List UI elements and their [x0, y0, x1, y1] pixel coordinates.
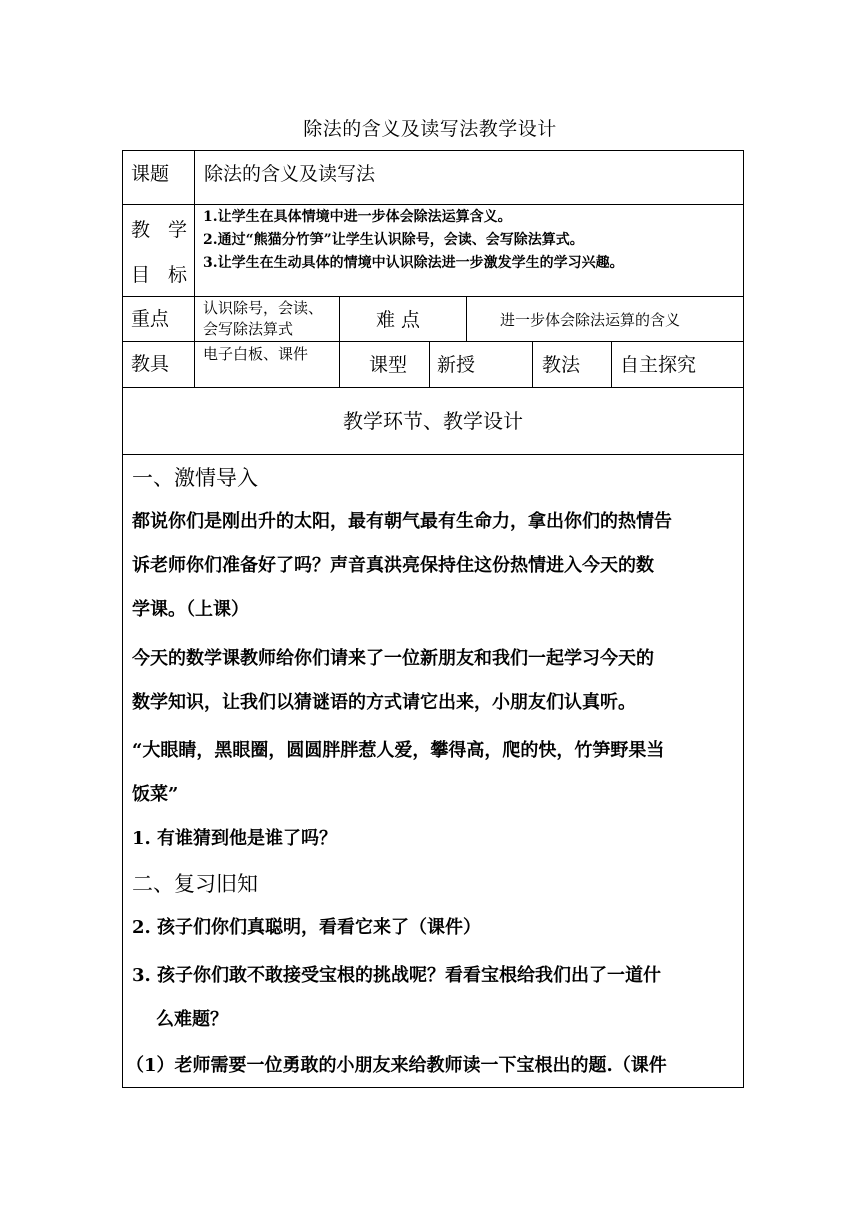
paragraph-line: 数学知识，让我们以猜谜语的方式请它出来，小朋友们认真听。: [132, 692, 636, 713]
lesson-type-label: 课型: [369, 354, 408, 376]
tools-label: 教具: [131, 353, 170, 375]
column-divider: [611, 341, 612, 387]
goal-item: 2.通过“熊猫分竹笋”让学生认识除号，会读、会写除法算式。: [203, 232, 584, 248]
section-header: 教学环节、教学设计: [343, 409, 523, 433]
difficulty-label: 难 点: [376, 309, 421, 331]
paragraph-line: 学课。（上课）: [132, 599, 249, 620]
lesson-type-value: 新授: [437, 354, 476, 376]
key-point-line1: 认识除号，会读、: [203, 299, 324, 317]
paragraph-line: 今天的数学课教师给你们请来了一位新朋友和我们一起学习今天的: [132, 648, 654, 669]
topic-label: 课题: [131, 163, 170, 185]
column-divider: [532, 341, 533, 387]
row-divider: [122, 204, 744, 205]
heading-review: 二、复习旧知: [132, 872, 258, 896]
paragraph-line: 诉老师你们准备好了吗？声音真洪亮保持住这份热情进入今天的数: [132, 555, 654, 576]
column-divider: [194, 150, 195, 387]
list-item: 2. 孩子们你们真聪明，看看它来了（课件）: [132, 917, 482, 938]
row-divider: [122, 387, 744, 388]
list-item: 1. 有谁猜到他是谁了吗？: [132, 828, 338, 849]
page-title: 除法的含义及读写法教学设计: [303, 118, 557, 140]
row-divider: [122, 341, 744, 342]
riddle-line: 饭菜”: [132, 784, 179, 805]
goal-item: 3.让学生在生动具体的情境中认识除法进一步激发学生的学习兴趣。: [203, 255, 624, 271]
goal-item: 1.让学生在具体情境中进一步体会除法运算含义。: [203, 209, 512, 225]
row-divider: [122, 454, 744, 455]
method-value: 自主探究: [620, 354, 697, 376]
tools-value: 电子白板、课件: [203, 345, 309, 363]
key-point-label: 重点: [131, 308, 170, 330]
list-item-continuation: 么难题？: [156, 1009, 228, 1030]
column-divider: [339, 296, 340, 387]
list-item: 3. 孩子你们敢不敢接受宝根的挑战呢？看看宝根给我们出了一道什: [132, 965, 662, 986]
row-divider: [122, 296, 744, 297]
method-label: 教法: [542, 354, 581, 376]
riddle-line: “大眼睛，黑眼圈，圆圆胖胖惹人爱，攀得高，爬的快，竹笋野果当: [132, 740, 665, 761]
sub-item: （1）老师需要一位勇敢的小朋友来给教师读一下宝根出的题.（课件: [126, 1055, 667, 1076]
topic-value: 除法的含义及读写法: [204, 163, 376, 185]
column-divider: [466, 296, 467, 341]
goals-label-top: 教 学: [131, 219, 194, 241]
goals-label-bottom: 目 标: [131, 264, 194, 286]
paragraph-line: 都说你们是刚出升的太阳，最有朝气最有生命力，拿出你们的热情告: [132, 511, 672, 532]
column-divider: [429, 341, 430, 387]
heading-intro: 一、激情导入: [132, 466, 258, 490]
difficulty-value: 进一步体会除法运算的含义: [500, 311, 681, 329]
key-point-line2: 会写除法算式: [203, 320, 294, 338]
